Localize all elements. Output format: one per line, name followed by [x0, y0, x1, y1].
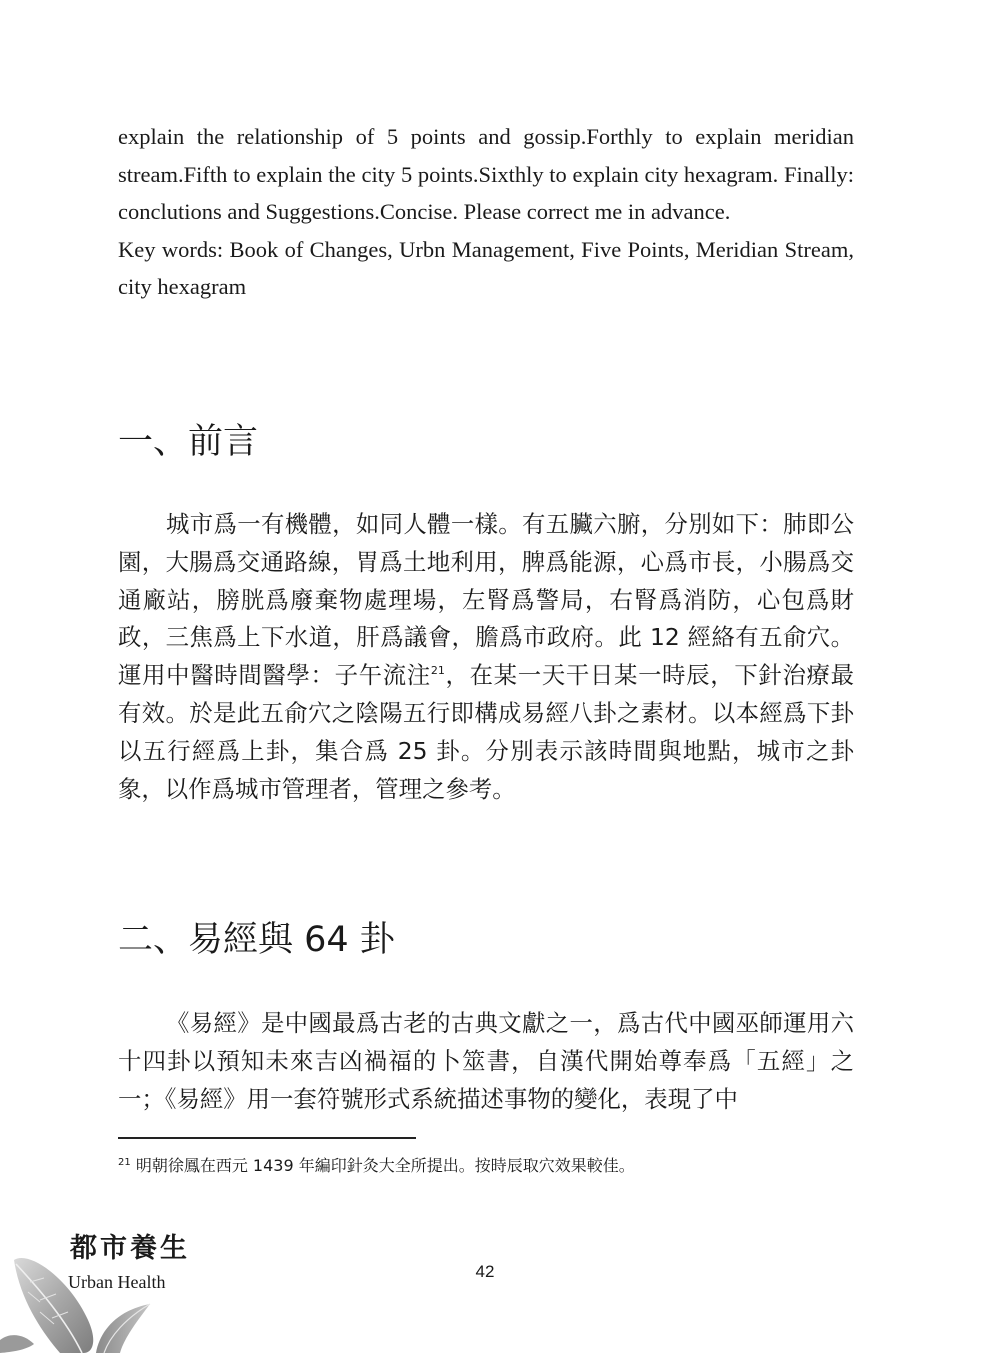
journal-title-chinese: 都市養生: [70, 1233, 190, 1264]
footnote: [118, 1153, 858, 1179]
footnote-reference[interactable]: 21: [430, 664, 445, 678]
section-heading-introduction: 一、前言: [118, 422, 259, 462]
keywords: Key words: Book of Changes, Urbn Management, Five Points, Meridian Stream, city hexagram: [118, 236, 854, 299]
book-of-changes-paragraph: 《易經》是中國最爲古老的古典文獻之一，爲古代中國巫師運用六十四卦以預知未來吉凶禍福的卜筮書，自漢代開始尊奉爲「五經」之一；《易經》用一套符號形式系統描述事物的變化，表現了中: [118, 1009, 854, 1113]
section-heading-book-of-changes: 二、易經與 64 卦: [118, 920, 395, 960]
introduction-paragraph: [118, 506, 854, 808]
page-number: 42: [475, 1262, 495, 1281]
introduction-text-part1: 城市爲一有機體，如同人體一樣。有五臟六腑，分別如下：肺即公園，大腸爲交通路線，胃爲土地利用，脾爲能源，心爲市長，小腸爲交通廠站，膀胱爲廢棄物處理場，左腎爲警局，右腎爲消防，心包爲財政，三焦爲上下水道，肝爲議會，膽爲市政府。此 12 經絡有五俞穴。運用中醫時間醫學：子午流注: [118, 510, 854, 690]
abstract-text: [118, 118, 854, 306]
footnote-text: 明朝徐鳳在西元 1439 年編印針灸大全所提出。按時辰取穴效果較佳。: [130, 1156, 635, 1175]
journal-title-english: Urban Health: [68, 1272, 166, 1292]
footnote-number: 21: [118, 1157, 131, 1168]
footnote-divider: [118, 1137, 416, 1139]
abstract-body: explain the relationship of 5 points and gossip.Forthly to explain meridian stream.Fifth to explain the city 5 points.Sixthly to explain city hexagram. Finally: conclutions and Suggestions.Concise. Please correct me in advance.: [118, 124, 854, 224]
introduction-text-part2: ，在某一天干日某一時辰，下針治療最有效。於是此五俞穴之陰陽五行即構成易經八卦之素材。以本經爲下卦以五行經爲上卦，集合爲 25 卦。分別表示該時間與地點，城市之卦象，以作爲城市管理者，管理之參考。: [118, 661, 855, 803]
